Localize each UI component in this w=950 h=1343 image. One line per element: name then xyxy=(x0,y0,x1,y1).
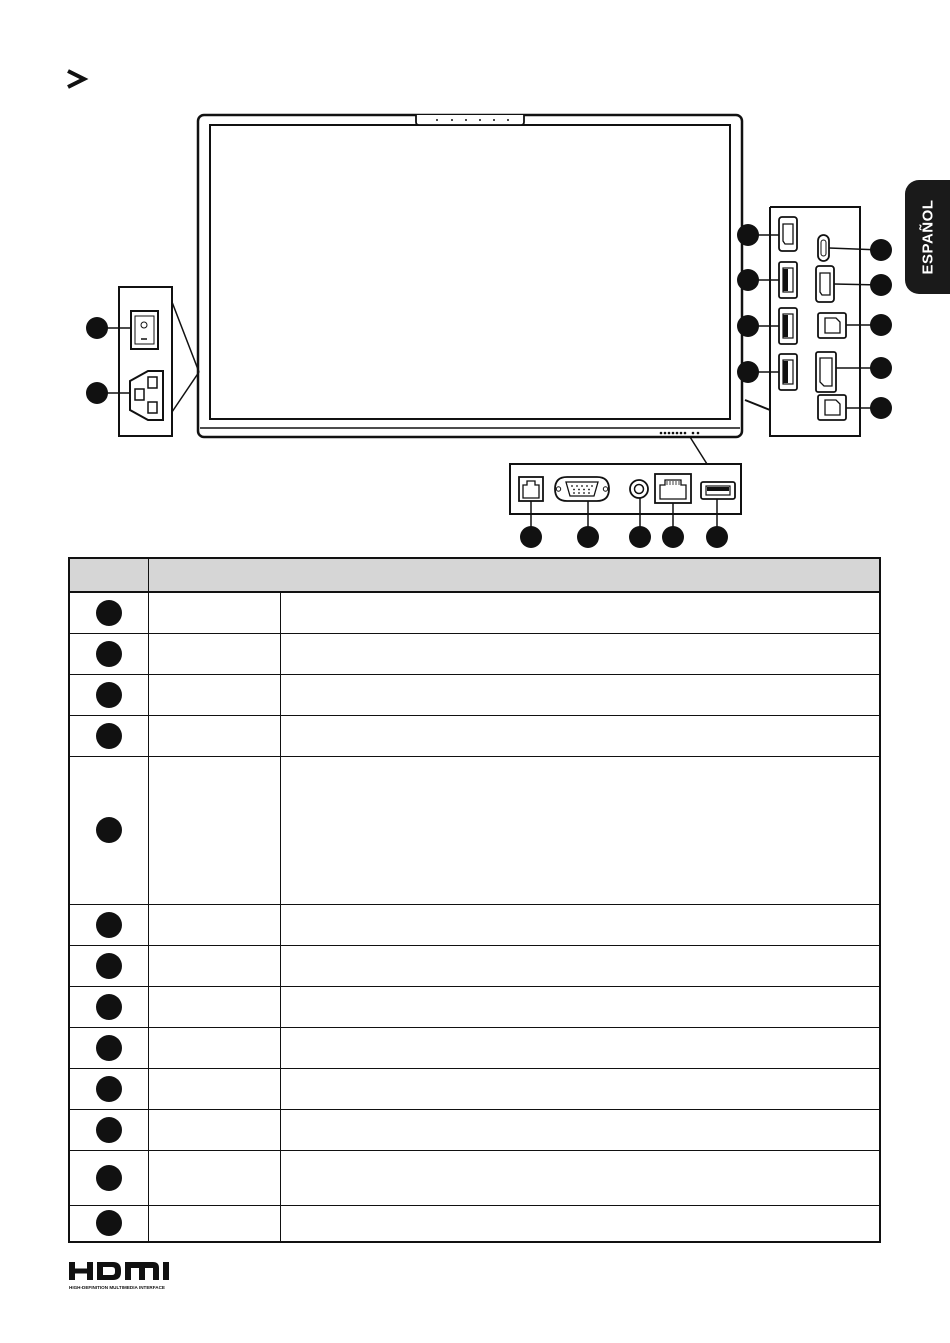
port-description-cell xyxy=(281,1027,881,1068)
port-name-cell xyxy=(149,633,281,674)
rj11-port-icon xyxy=(519,477,543,501)
callout-side-9 xyxy=(870,397,892,419)
callout-bottom-5 xyxy=(706,526,728,548)
port-name-cell xyxy=(149,945,281,986)
usb-a-port-icon xyxy=(701,482,735,499)
port-description-cell xyxy=(281,945,881,986)
callout-2 xyxy=(86,382,108,404)
port-name-cell xyxy=(149,756,281,904)
callout-side-1 xyxy=(737,224,759,246)
callout-side-3 xyxy=(737,315,759,337)
hdmi-logo xyxy=(69,1260,181,1292)
row-number-badge xyxy=(96,723,122,749)
port-name-cell xyxy=(149,904,281,945)
port-name-cell xyxy=(149,986,281,1027)
rj45-port-icon xyxy=(655,474,691,503)
row-number-badge xyxy=(96,1210,122,1236)
port-description-cell xyxy=(281,715,881,756)
port-description-cell xyxy=(281,986,881,1027)
hdmi-port-icon xyxy=(779,217,797,251)
port-name-cell xyxy=(149,592,281,633)
ac-inlet-icon xyxy=(130,371,163,420)
hdmi-port-icon xyxy=(816,266,834,302)
chevron-right-icon xyxy=(68,71,84,87)
callout-bottom-1 xyxy=(520,526,542,548)
port-description-cell xyxy=(281,633,881,674)
row-number-badge xyxy=(96,953,122,979)
table-row xyxy=(69,715,880,756)
table-row xyxy=(69,1150,880,1205)
usb-c-port-icon xyxy=(818,235,829,261)
table-row xyxy=(69,592,880,633)
port-description-cell xyxy=(281,1109,881,1150)
port-name-cell xyxy=(149,1068,281,1109)
callout-bottom-3 xyxy=(629,526,651,548)
callout-side-4 xyxy=(737,361,759,383)
port-name-cell xyxy=(149,1027,281,1068)
bottom-ports-panel xyxy=(510,437,741,548)
table-row xyxy=(69,986,880,1027)
power-switch-icon xyxy=(131,311,158,349)
port-name-cell xyxy=(149,674,281,715)
port-description-cell xyxy=(281,592,881,633)
callout-1 xyxy=(86,317,108,339)
row-number-badge xyxy=(96,817,122,843)
side-ports-panel xyxy=(737,207,892,436)
table-row xyxy=(69,904,880,945)
language-tab-label: ESPAÑOL xyxy=(919,199,936,275)
callout-side-6 xyxy=(870,274,892,296)
row-number-badge xyxy=(96,641,122,667)
power-panel xyxy=(86,287,199,436)
display-unit xyxy=(198,115,742,437)
displayport-icon xyxy=(816,352,836,392)
port-name-cell xyxy=(149,1109,281,1150)
port-name-cell xyxy=(149,715,281,756)
callout-side-2 xyxy=(737,269,759,291)
callout-bottom-4 xyxy=(662,526,684,548)
table-row xyxy=(69,945,880,986)
table-header-description xyxy=(149,558,881,592)
hdmi-logo-wordmark xyxy=(69,1262,169,1280)
row-number-badge xyxy=(96,1165,122,1191)
ports-table xyxy=(68,557,881,1243)
vga-port-icon xyxy=(555,477,609,501)
callout-bottom-2 xyxy=(577,526,599,548)
port-description-cell xyxy=(281,756,881,904)
table-row xyxy=(69,1068,880,1109)
row-number-badge xyxy=(96,1117,122,1143)
usb-a-port-icon xyxy=(779,354,797,390)
table-row xyxy=(69,756,880,904)
port-name-cell xyxy=(149,1150,281,1205)
usb-b-port-icon xyxy=(818,395,846,420)
port-description-cell xyxy=(281,904,881,945)
callout-side-8 xyxy=(870,357,892,379)
row-number-badge xyxy=(96,682,122,708)
row-number-badge xyxy=(96,994,122,1020)
usb-b-port-icon xyxy=(818,313,846,338)
callout-side-7 xyxy=(870,314,892,336)
table-row xyxy=(69,633,880,674)
usb-a-port-icon xyxy=(779,308,797,344)
port-description-cell xyxy=(281,1205,881,1242)
port-description-cell xyxy=(281,1150,881,1205)
port-description-cell xyxy=(281,1068,881,1109)
table-header-number xyxy=(69,558,149,592)
callout-side-5 xyxy=(870,239,892,261)
display-ports-diagram xyxy=(0,0,950,550)
table-row xyxy=(69,674,880,715)
port-name-cell xyxy=(149,1205,281,1242)
row-number-badge xyxy=(96,1035,122,1061)
row-number-badge xyxy=(96,1076,122,1102)
table-header-row xyxy=(69,558,880,592)
port-description-cell xyxy=(281,674,881,715)
audio-jack-icon xyxy=(630,480,648,498)
row-number-badge xyxy=(96,600,122,626)
hdmi-logo-tagline: HIGH-DEFINITION MULTIMEDIA INTERFACE xyxy=(69,1285,165,1290)
table-row xyxy=(69,1205,880,1242)
row-number-badge xyxy=(96,912,122,938)
table-row xyxy=(69,1027,880,1068)
table-row xyxy=(69,1109,880,1150)
usb-a-port-icon xyxy=(779,262,797,298)
